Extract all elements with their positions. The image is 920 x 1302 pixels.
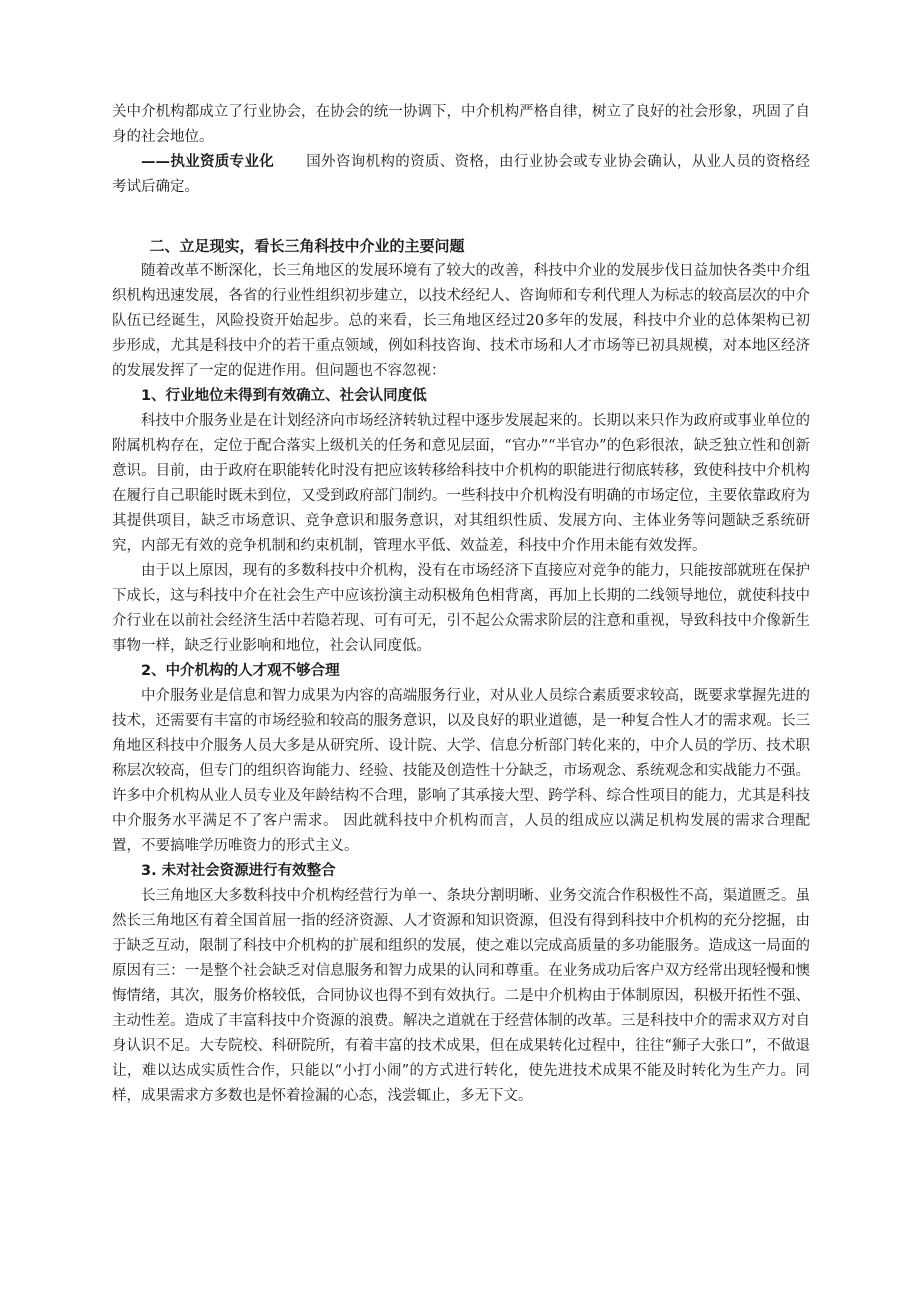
- document-page: [112, 100, 810, 1109]
- paragraph-1b: 由于以上原因，现有的多数科技中介机构，没有在市场经济下直接应对竞争的能力，只能按部就班在保护下成长，这与科技中介在社会生产中应该扮演主动积极角色相背离，再加上长期的二线领导地位，就使科技中介行业在以前社会经济生活中若隐若现、可有可无，引不起公众需求阶层的注意和重视，导致科技中介像新生事物一样，缺乏行业影响和地位，社会认同度低。: [112, 563, 810, 654]
- paragraph-intro: 随着改革不断深化，长三角地区的发展环境有了较大的改善，科技中介业的发展步伐日益加快各类中介组织机构迅速发展，各省的行业性组织初步建立，以技术经纪人、咨询师和专利代理人为标志的较高层次的中介队伍已经诞生，风险投资开始起步。总的来看，长三角地区经过20多年的发展，科技中介业的总体架构已初步形成，尤其是科技中介的若干重点领域，例如科技咨询、技术市场和人才市场等已初具规模，对本地区经济的发展发挥了一定的促进作用。但问题也不容忽视：: [112, 263, 810, 379]
- paragraph-continued: 关中介机构都成立了行业协会，在协会的统一协调下，中介机构严格自律，树立了良好的社会形象，巩固了自身的社会地位。: [112, 104, 810, 145]
- paragraph-3: 长三角地区大多数科技中介机构经营行为单一、条块分割明晰、业务交流合作积极性不高，渠道匮乏。虽然长三角地区有着全国首屈一指的经济资源、人才资源和知识资源，但没有得到科技中介机构的充分挖掘，由于缺乏互动，限制了科技中介机构的扩展和组织的发展，使之难以完成高质量的多功能服务。造成这一局面的原因有三：一是整个社会缺乏对信息服务和智力成果的认同和尊重。在业务成功后客户双方经常出现轻慢和懊悔情绪，其次，服务价格较低，合同协议也得不到有效执行。二是中介机构由于体制原因，积极开拓性不强、主动性差。造成了丰富科技中介资源的浪费。解决之道就在于经营体制的改革。三是科技中介的需求双方对自身认识不足。大专院校、科研院所，有着丰富的技术成果，但在成果转化过程中，往往“狮子大张口”，不做退让，难以达成实质性合作，只能以“小打小闹”的方式进行转化，使先进技术成果不能及时转化为生产力。同样，成果需求方多数也是怀着捡漏的心态，浅尝辄止，多无下文。: [112, 888, 810, 1104]
- subheading-2: 2、中介机构的人才观不够合理: [141, 663, 340, 679]
- paragraph-2: 中介服务业是信息和智力成果为内容的高端服务行业，对从业人员综合素质要求较高，既要求掌握先进的技术，还需要有丰富的市场经验和较高的服务意识，以及良好的职业道德，是一种复合性人才的需求观。长三角地区科技中介服务人员大多是从研究所、设计院、大学、信息分析部门转化来的，中介人员的学历、技术职称层次较高，但专门的组织咨询能力、经验、技能及创造性十分缺乏，市场观念、系统观念和实战能力不强。许多中介机构从业人员专业及年龄结构不合理，影响了其承接大型、跨学科、综合性项目的能力，尤其是科技中介服务水平满足不了客户需求。 因此就科技中介机构而言，人员的组成应以满足机构发展的需求合理配置，不要搞唯学历唯资力的形式主义。: [112, 688, 810, 854]
- subheading-3: 3. 未对社会资源进行有效整合: [141, 863, 336, 879]
- paragraph-lead: ——执业资质专业化: [141, 154, 275, 170]
- section-heading: 二、立足现实，看长三角科技中介业的主要问题: [149, 237, 465, 255]
- paragraph-text: 国外咨询机构的资质、资格，由行业协会或专业协会确认，从业人员的资格经考试后确定。: [112, 154, 810, 195]
- paragraph-1a: 科技中介服务业是在计划经济向市场经济转轨过程中逐步发展起来的。长期以来只作为政府或事业单位的附属机构存在，定位于配合落实上级机关的任务和意见层面，“官办”“半官办”的色彩很浓，缺乏独立性和创新意识。目前，由于政府在职能转化时没有把应该转移给科技中介机构的职能进行彻底转移，致使科技中介机构在履行自己职能时既未到位，又受到政府部门制约。一些科技中介机构没有明确的市场定位，主要依靠政府为其提供项目，缺乏市场意识、竞争意识和服务意识，对其组织性质、发展方向、主体业务等问题缺乏系统研究，内部无有效的竞争机制和约束机制，管理水平低、效益差，科技中介作用未能有效发挥。: [112, 413, 810, 554]
- paragraph-qualification: [112, 150, 810, 200]
- subheading-1: 1、行业地位未得到有效确立、社会认同度低: [141, 388, 427, 404]
